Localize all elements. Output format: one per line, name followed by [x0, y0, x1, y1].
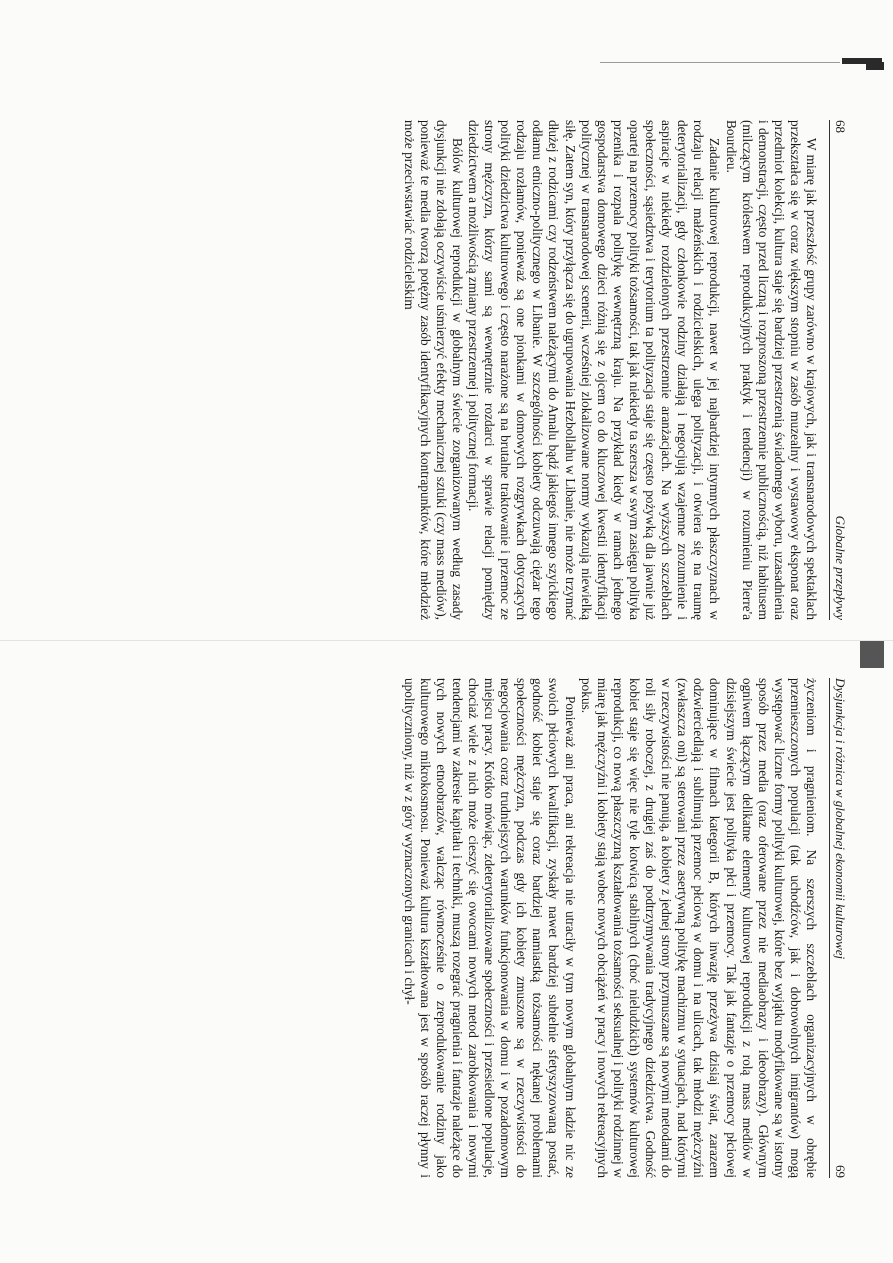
paragraph: Zadanie kulturowej reprodukcji, nawet w jej najbardziej intymnych płaszczyznach w rodzaju relacji małżeńskich i rodzicielskich, ulega polityzacji, i otwiera się na traumę deterytorializacji, gdy członkowie rodziny działają i negocjują wzajemne zrozumienie i aspiracje w niekiedy rozdzielonych przestrzennie aranżacjach. Na wyższych szczeblach społeczności, sąsiedztwa i terytorium ta polityzacja staje się często pożywką dla jawnie już opartej na przemocy polityki tożsamości, tak jak niekiedy ta szersza w swym zasięgu polityka przenika i rozpala politykę wewnętrzną kraju. Na przykład kiedy w ramach jednego gospodarstwa domowego dzieci różnią się z ojcem co do kluczowej kwestii identyfikacji politycznej w transnarodowej scenerii, wcześniej zlokalizowane normy wykazują niewielką siłę. Zatem syn, który przyłącza się do ugrupowania Hezbollahu w Libanie, nie może trzymać dłużej z rodzicami czy rodzeństwem należącymi do Amalu bądź jakiegoś innego szyickiego odłamu etniczno-politycznego w Libanie. W szczególności kobiety odczuwają ciężar tego rodzaju rozłamów, ponieważ są one pionkami w domowych rozgrywkach dotyczących polityki dziedzictwa kulturowego i często narażone są na brutalne traktowanie i przemoc ze strony mężczyzn, którzy sami są wewnętrznie rozdarci w sprawie relacji pomiędzy dziedzictwem a możliwością zmiany przestrzennej i politycznej formacji. [466, 120, 723, 620]
right-page-header [829, 678, 848, 1178]
left-page-body [401, 120, 819, 620]
scan-artifact [866, 62, 884, 70]
left-page-header [829, 120, 848, 620]
paragraph: Bólów kulturowej reprodukcji w globalnym świecie zorganizowanym według zasady dysjunkcji nie zdołają oczywiście uśmierzyć efekty mechanicznej sztuki (czy mass mediów), ponieważ te media tworzą potężny zasób identyfikacyjnych kontrapunktów, które młodzież może przeciwstawiać rodzicielskim [401, 120, 465, 620]
left-running-head: Globalne przepływy [833, 515, 848, 620]
left-page-number: 68 [833, 120, 848, 133]
paragraph: W miarę jak przeszłość grupy zarówno w krajowych, jak i transnarodowych spektaklach przekształca się w coraz większym stopniu w zasób muzealny i wystawowy eksponat oraz przedmiot kolekcji, kultura staje się bardziej przestrzenią świadomego wyboru, uzasadnienia i demonstracji, często przed liczną i rozproszoną przestrzennie publicznością, niż habitusem (milczącym królestwem reprodukcyjnych praktyk i tendencji) w rozumieniu Pierre'a Bourdieu. [723, 120, 819, 620]
right-page-number: 69 [833, 1165, 848, 1178]
right-running-head: Dysjunkcja i różnica w globalnej ekonomii kulturowej [833, 678, 848, 960]
right-page-body [401, 678, 819, 1178]
right-page [208, 678, 848, 1178]
page-gutter [0, 640, 893, 641]
left-page [208, 120, 848, 620]
paragraph: życzeniom i pragnieniom. Na szerszych szczeblach organizacyjnych w obrębie przemieszczonych populacji (tak uchodźców, jak i dobrowolnych imigrantów) mogą występować liczne formy polityki kulturowej, które bez wyjątku modyfikowane są w istotny sposób przez media (oraz oferowane przez nie mediaobrazy i ideoobrazy). Głównym ogniwem łączącym delikatne elementy kulturowej reprodukcji z rolą mass mediów w dzisiejszym świecie jest polityka płci i przemocy. Tak jak fantazje o przemocy płciowej dominujące w filmach kategorii B, których inwazję przeżywa dzisiaj świat, zarazem odzwierciedlają i sublimują przemoc płciową w domu i na ulicach, tak młodzi mężczyźni (zwłaszcza oni) są sterowani przez asertywną politykę machizmu w sytuacjach, nad którymi w rzeczywistości nie panują, a kobiety z jednej strony przymuszane są nowymi metodami do roli siły roboczej, z drugiej zaś do podtrzymywania tradycyjnego dziedzictwa. Godność kobiet staje się więc nie tyle kotwicą stabilnych (choć nieludzkich) systemów kulturowej reprodukcji, co nową płaszczyzną kształtowania tożsamości seksualnej i polityki rodzinnej w miarę jak mężczyźni i kobiety stają wobec nowych obciążeń w pracy i nowych rekreacyjnych pokus. [578, 678, 819, 1178]
scan-artifact [860, 640, 884, 668]
paragraph: Ponieważ ani praca, ani rekreacja nie utraciły w tym nowym globalnym ładzie nic ze swoich płciowych kwalifikacji, zyskały nawet bardziej subtelnie sfetyszyzowaną postać, godność kobiet staje się coraz bardziej namiastką tożsamości nękanej problemami społeczności mężczyzn, podczas gdy ich kobiety zmuszone są w rzeczywistości do negocjowania coraz trudniejszych warunków funkcjonowania w domu i w pozadomowym miejscu pracy. Krótko mówiąc, zdeterytorializowane społeczności i przesiedlone populacje, chociaż wiele z nich może cieszyć się owocami nowych metod zarobkowania i nowymi tendencjami w zakresie kapitału i techniki, muszą rozegrać pragnienia i fantazje należące do tych nowych etnoobrazów, walcząc równocześnie o zreprodukowanie rodziny jako kulturowego mikrokosmosu. Ponieważ kultura kształtowana jest w sposób raczej płynny i upolityczniony, niż w z góry wyznaczonych granicach i chył- [401, 678, 578, 1178]
scan-artifact [600, 62, 840, 63]
